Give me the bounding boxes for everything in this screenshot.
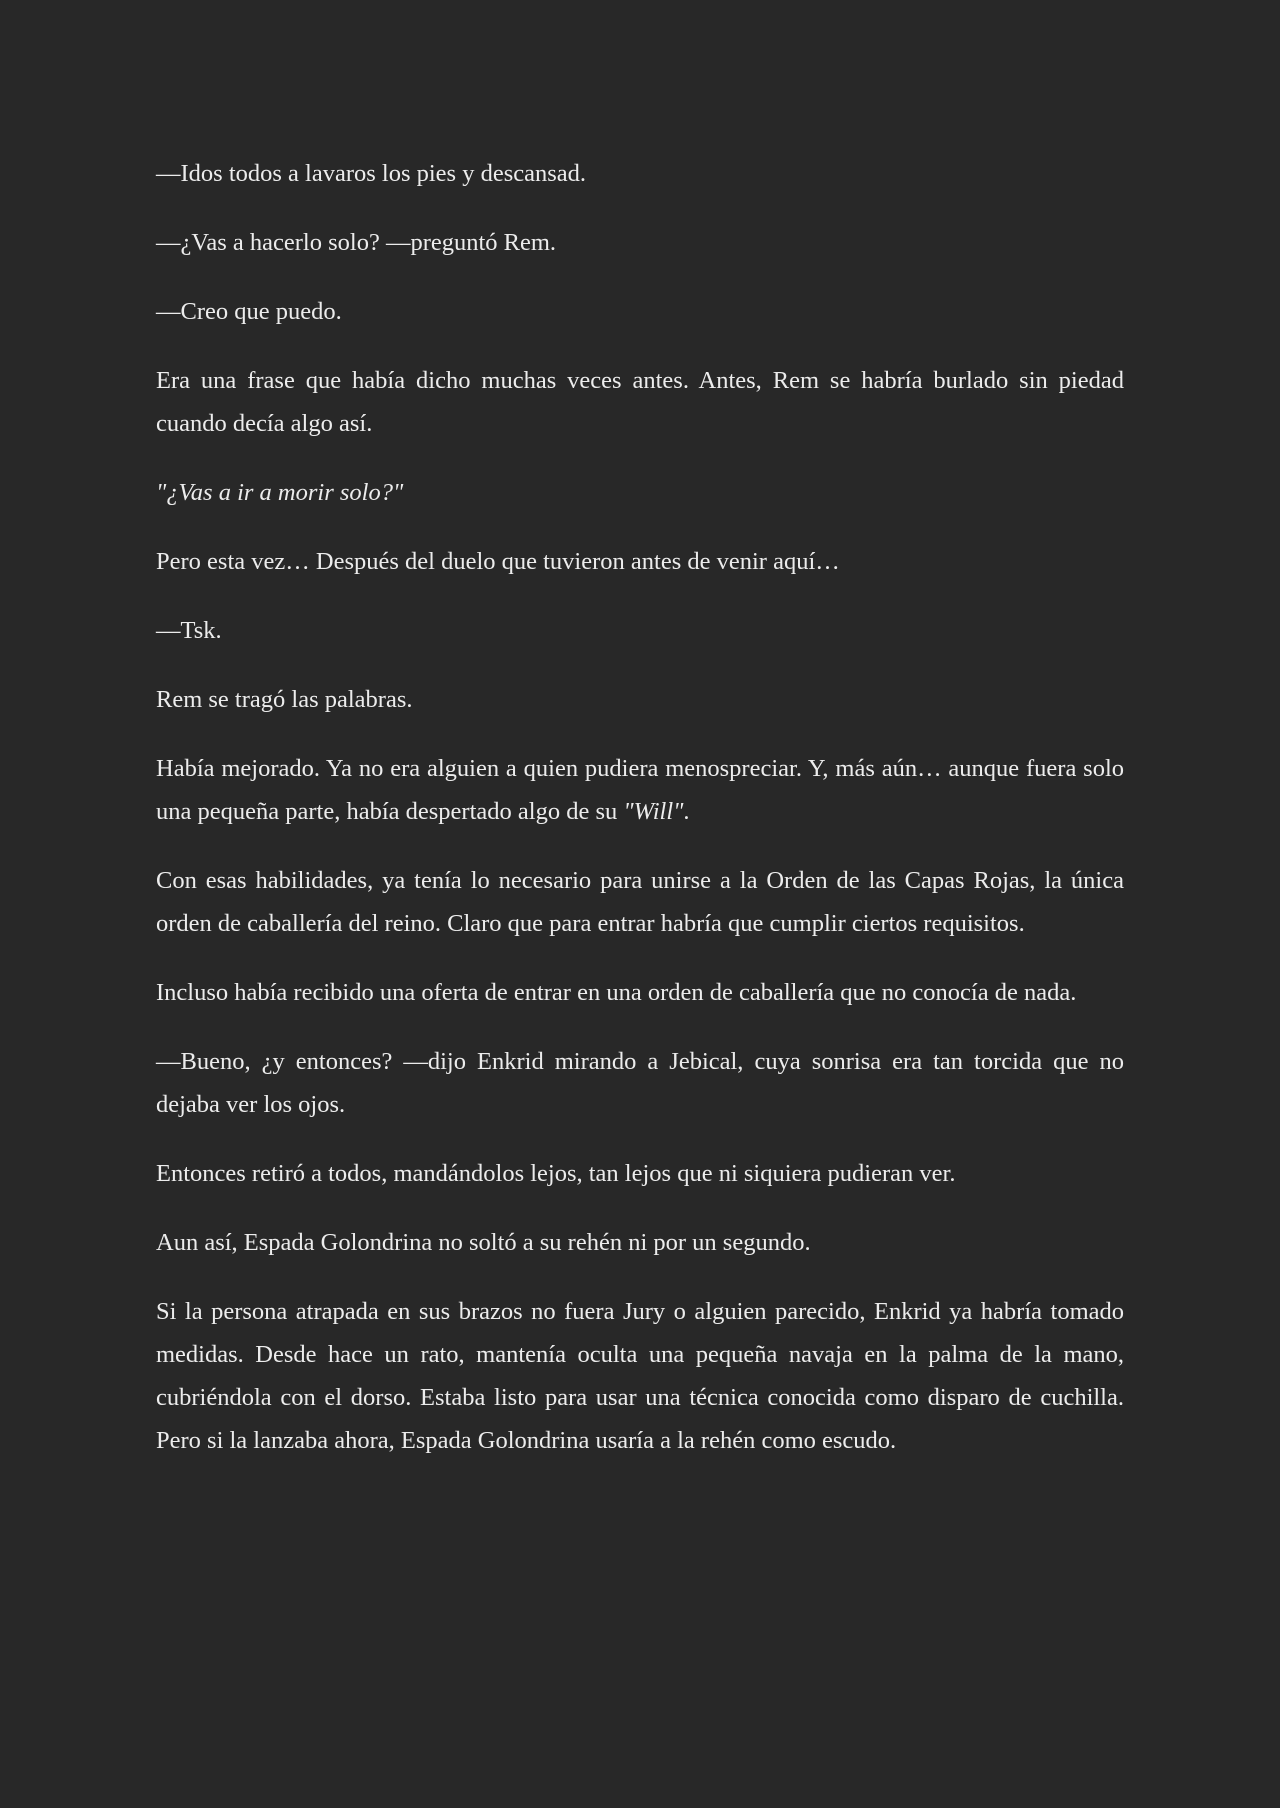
paragraph: Aun así, Espada Golondrina no soltó a su rehén ni por un segundo. <box>156 1229 811 1256</box>
paragraph: Con esas habilidades, ya tenía lo necesario para unirse a la Orden de las Capas Rojas, la única orden de caballería del reino. Claro que para entrar habría que cumplir ciertos requisitos. <box>156 867 1124 937</box>
paragraph <box>156 747 1124 833</box>
italic-thought: "¿Vas a ir a morir solo?" <box>156 479 404 506</box>
paragraph: Era una frase que había dicho muchas veces antes. Antes, Rem se habría burlado sin piedad cuando decía algo así. <box>156 367 1124 437</box>
paragraph: Rem se tragó las palabras. <box>156 686 413 713</box>
paragraph-text-end: . <box>683 798 690 825</box>
paragraph: —Idos todos a lavaros los pies y descansad. <box>156 160 587 187</box>
paragraph: —¿Vas a hacerlo solo? —preguntó Rem. <box>156 229 557 256</box>
paragraph: Si la persona atrapada en sus brazos no fuera Jury o alguien parecido, Enkrid ya habría tomado medidas. Desde hace un rato, mantenía oculta una pequeña navaja en la palma de la mano, cubriéndola con el dorso. Estaba listo para usar una técnica conocida como disparo de cuchilla. Pero si la lanzaba ahora, Espada Golondrina usaría a la rehén como escudo. <box>156 1298 1124 1454</box>
paragraph: —Bueno, ¿y entonces? —dijo Enkrid mirando a Jebical, cuya sonrisa era tan torcida que no dejaba ver los ojos. <box>156 1048 1124 1118</box>
document-body <box>156 152 1124 1462</box>
paragraph: Entonces retiró a todos, mandándolos lejos, tan lejos que ni siquiera pudieran ver. <box>156 1160 956 1187</box>
italic-term: "Will" <box>623 798 684 825</box>
paragraph: —Tsk. <box>156 617 222 644</box>
paragraph: Incluso había recibido una oferta de entrar en una orden de caballería que no conocía de nada. <box>156 979 1077 1006</box>
paragraph: —Creo que puedo. <box>156 298 342 325</box>
paragraph: Pero esta vez… Después del duelo que tuvieron antes de venir aquí… <box>156 548 840 575</box>
paragraph-text: Había mejorado. Ya no era alguien a quien pudiera menospreciar. Y, más aún… aunque fuera solo una pequeña parte, había despertado algo de su <box>156 755 1124 825</box>
